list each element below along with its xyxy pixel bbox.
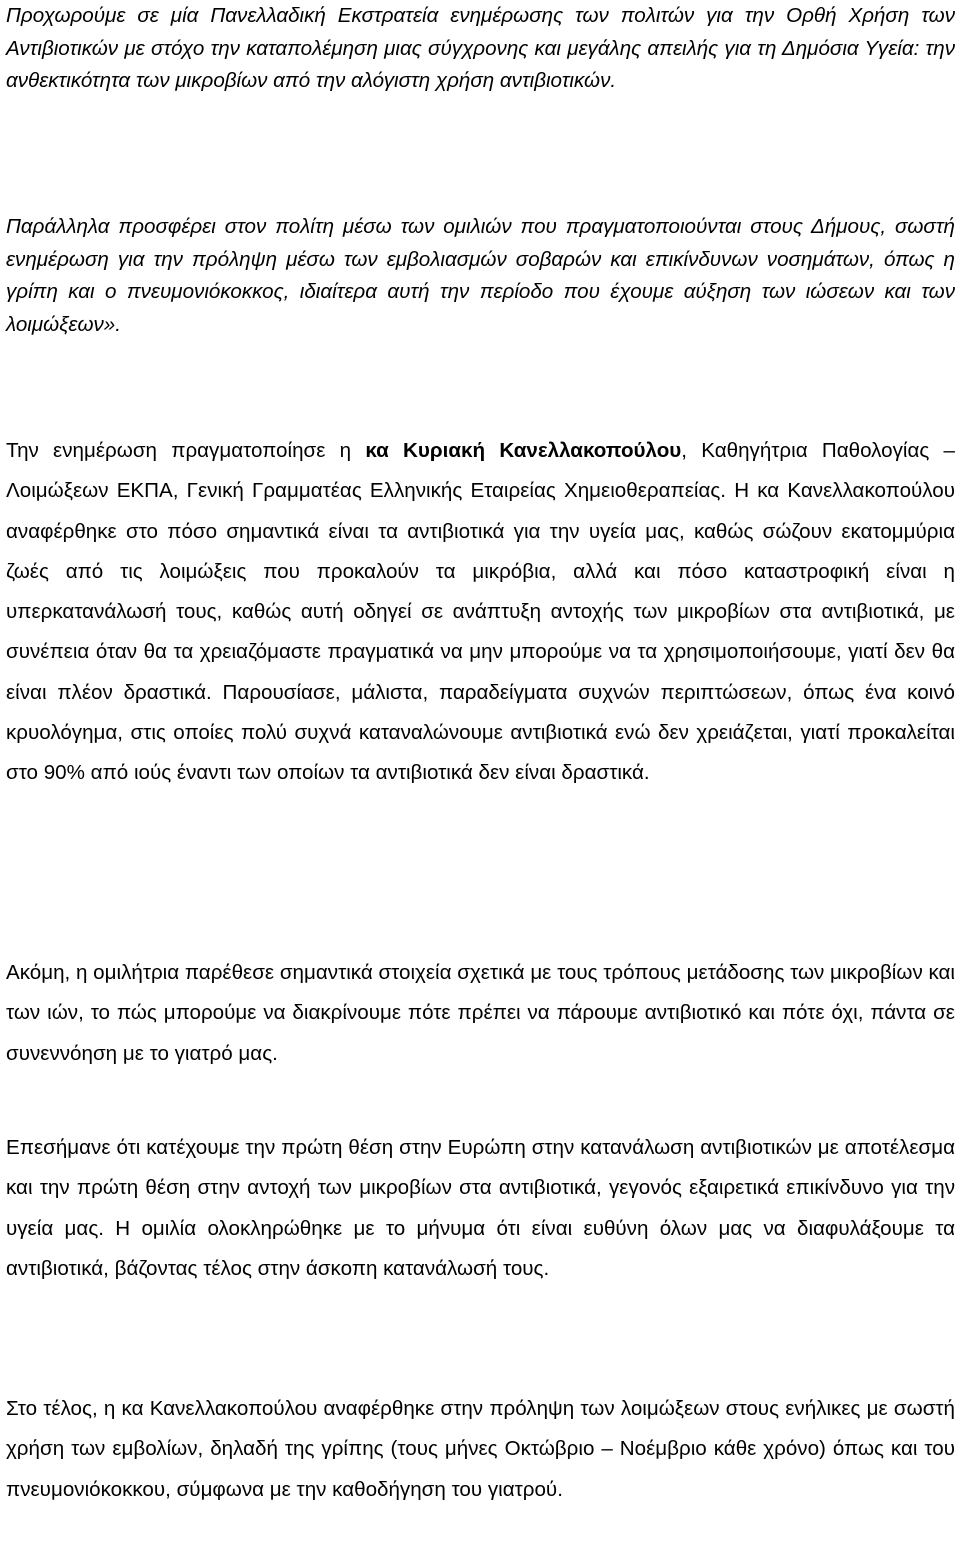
speaker-talk-text: , Καθηγήτρια Παθολογίας – Λοιμώξεων ΕΚΠΑ, Γενική Γραμματέας Ελληνικής Εταιρείας Χημειοθεραπείας. Η κα Κανελλακοπούλου αναφέρθηκε στο πόσο σημαντικά είναι τα αντιβιοτικά για την υγεία μας, καθώς σώζουν εκατομμύρια ζωές από τις λοιμώξεις που προκαλούν τα μικρόβια, αλλά και πόσο καταστροφική είναι η υπερκατανάλωσή τους, καθώς αυτή οδηγεί σε ανάπτυξη αντοχής των μικροβίων στα αντιβιοτικά, με συνέπεια όταν θα τα χρειαζόμαστε πραγματικά να μην μπορούμε να τα χρησιμοποιήσουμε, γιατί δεν θα είναι πλέον δραστικά. Παρουσίασε, μάλιστα, παραδείγματα συχνών περιπτώσεων, όπως ένα κοινό κρυολόγημα, στις οποίες πολύ συχνά καταναλώνουμε αντιβιοτικά ενώ δεν χρειάζεται, γιατί προκαλείται στο 90% από ιούς έναντι των οποίων τα αντιβιοτικά δεν είναι δραστικά. bbox=[6, 439, 955, 785]
paragraph-transmission: Ακόμη, η ομιλήτρια παρέθεσε σημαντικά στοιχεία σχετικά με τους τρόπους μετάδοσης των μικροβίων και των ιών, το πώς μπορούμε να διακρίνουμε πότε πρέπει να πάρουμε αντιβιοτικό και πότε όχι, πάντα σε συνεννόηση με το γιατρό μας. bbox=[6, 961, 955, 1065]
paragraph-vaccination-info: Παράλληλα προσφέρει στον πολίτη μέσω των ομιλιών που πραγματοποιούνται στους Δήμους, σωστή ενημέρωση για την πρόληψη μέσω των εμβολιασμών σοβαρών και επικίνδυνων νοσημάτων, όπως η γρίπη και ο πνευμονιόκοκκος, ιδιαίτερα αυτή την περίοδο που έχουμε αύξηση των ιώσεων και των λοιμώξεων». bbox=[6, 215, 955, 336]
paragraph-europe-consumption: Επεσήμανε ότι κατέχουμε την πρώτη θέση στην Ευρώπη στην κατανάλωση αντιβιοτικών με αποτέλεσμα και την πρώτη θέση στην αντοχή των μικροβίων στα αντιβιοτικά, γεγονός εξαιρετικά επικίνδυνο για την υγεία μας. Η ομιλία ολοκληρώθηκε με το μήνυμα ότι είναι ευθύνη όλων μας να διαφυλάξουμε τα αντιβιοτικά, βάζοντας τέλος στην άσκοπη κατανάλωσή τους. bbox=[6, 1136, 955, 1280]
speaker-intro-text: Την ενημέρωση πραγματοποίησε η bbox=[6, 439, 366, 462]
paragraph-campaign-intro: Προχωρούμε σε μία Πανελλαδική Εκστρατεία ενημέρωσης των πολιτών για την Ορθή Χρήση των Αντιβιοτικών με στόχο την καταπολέμηση μιας σύγχρονης και μεγάλης απειλής για τη Δημόσια Υγεία: την ανθεκτικότητα των μικροβίων από την αλόγιστη χρήση αντιβιοτικών. bbox=[6, 4, 955, 92]
speaker-name: κα Κυριακή Κανελλακοπούλου bbox=[365, 439, 682, 462]
paragraph-speaker-talk bbox=[6, 431, 955, 794]
paragraph-conclusion: Στο τέλος, η κα Κανελλακοπούλου αναφέρθηκε στην πρόληψη των λοιμώξεων στους ενήλικες με σωστή χρήση των εμβολίων, δηλαδή της γρίπης (τους μήνες Οκτώβριο – Νοέμβριο κάθε χρόνο) όπως και του πνευμονιόκοκκου, σύμφωνα με την καθοδήγηση του γιατρού. bbox=[6, 1397, 955, 1501]
